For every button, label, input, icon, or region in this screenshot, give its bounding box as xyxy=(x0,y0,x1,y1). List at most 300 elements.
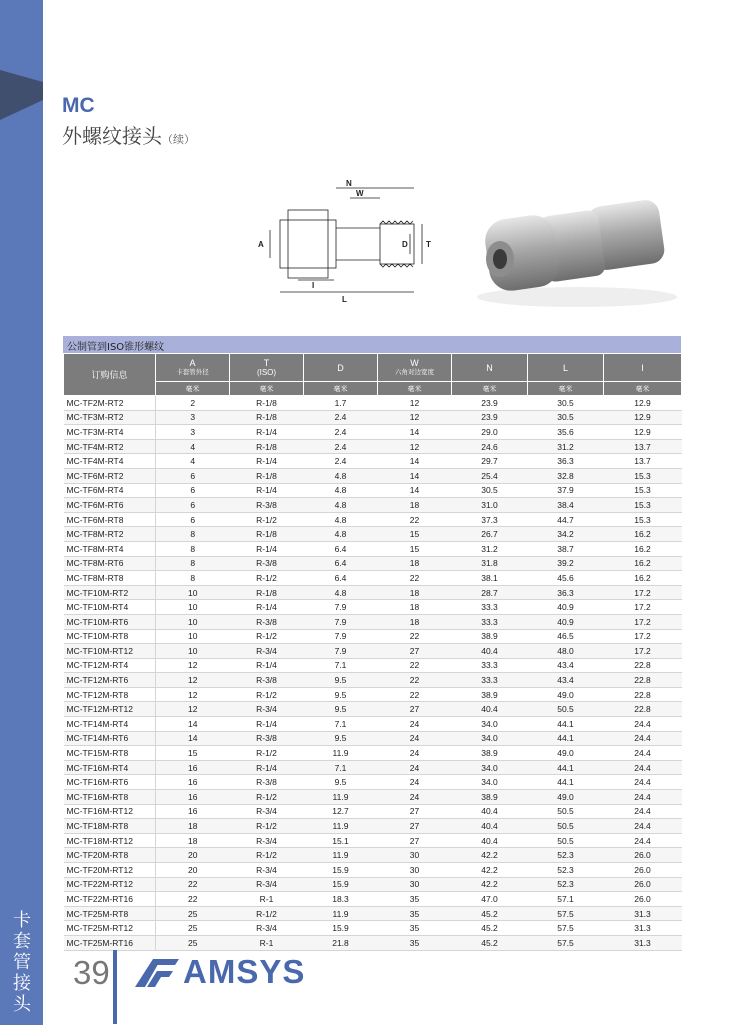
footer-divider xyxy=(113,950,117,1024)
table-row xyxy=(64,790,682,805)
header-d: D xyxy=(304,354,378,382)
table-cell: 18 xyxy=(378,498,452,513)
order-code-cell: MC-TF6M-RT6 xyxy=(64,498,156,513)
table-cell: 48.0 xyxy=(528,644,604,659)
label-l: L xyxy=(342,295,347,304)
table-cell: 44.1 xyxy=(528,760,604,775)
table-row xyxy=(64,468,682,483)
table-cell: 15.3 xyxy=(604,512,682,527)
table-cell: 46.5 xyxy=(528,629,604,644)
table-cell: 18 xyxy=(378,614,452,629)
table-cell: R-1/2 xyxy=(230,512,304,527)
table-row xyxy=(64,541,682,556)
table-cell: 38.4 xyxy=(528,498,604,513)
table-cell: 10 xyxy=(156,629,230,644)
table-cell: 11.9 xyxy=(304,819,378,834)
table-cell: 22.8 xyxy=(604,673,682,688)
table-cell: 16.2 xyxy=(604,527,682,542)
table-cell: 31.3 xyxy=(604,935,682,950)
table-cell: 2.4 xyxy=(304,454,378,469)
table-cell: 29.0 xyxy=(452,425,528,440)
table-cell: 11.9 xyxy=(304,746,378,761)
table-cell: 4.8 xyxy=(304,483,378,498)
label-t: T xyxy=(426,240,431,249)
table-cell: 17.2 xyxy=(604,629,682,644)
table-cell: 31.3 xyxy=(604,921,682,936)
header-w: W 六角对边宽度 xyxy=(378,354,452,382)
table-cell: 24.4 xyxy=(604,760,682,775)
table-cell: 50.5 xyxy=(528,833,604,848)
table-row xyxy=(64,673,682,688)
table-cell: 45.2 xyxy=(452,906,528,921)
table-cell: 44.1 xyxy=(528,731,604,746)
table-title: 公制管到ISO锥形螺纹 xyxy=(63,336,681,353)
table-cell: 16 xyxy=(156,804,230,819)
table-cell: 10 xyxy=(156,585,230,600)
table-cell: 17.2 xyxy=(604,585,682,600)
table-cell: R-1/2 xyxy=(230,848,304,863)
table-cell: R-1/8 xyxy=(230,527,304,542)
table-cell: 14 xyxy=(156,731,230,746)
table-cell: 31.3 xyxy=(604,906,682,921)
table-cell: 49.0 xyxy=(528,687,604,702)
table-cell: 25 xyxy=(156,921,230,936)
table-cell: 7.9 xyxy=(304,600,378,615)
table-cell: 7.1 xyxy=(304,717,378,732)
table-cell: 39.2 xyxy=(528,556,604,571)
header-a: A 卡套管外径 xyxy=(156,354,230,382)
table-cell: 4 xyxy=(156,439,230,454)
table-cell: 16.2 xyxy=(604,571,682,586)
side-char: 管 xyxy=(13,952,31,973)
table-cell: 34.0 xyxy=(452,731,528,746)
table-cell: R-1 xyxy=(230,935,304,950)
table-cell: 22 xyxy=(378,687,452,702)
table-cell: R-3/8 xyxy=(230,731,304,746)
table-row xyxy=(64,556,682,571)
order-code-cell: MC-TF15M-RT8 xyxy=(64,746,156,761)
table-cell: 16.2 xyxy=(604,541,682,556)
table-cell: 4 xyxy=(156,454,230,469)
table-cell: 3 xyxy=(156,410,230,425)
side-char: 卡 xyxy=(13,910,31,931)
table-cell: 2.4 xyxy=(304,425,378,440)
table-cell: 26.0 xyxy=(604,863,682,878)
table-cell: 12.9 xyxy=(604,425,682,440)
table-cell: 9.5 xyxy=(304,775,378,790)
page-number: 39 xyxy=(73,954,110,991)
order-code-cell: MC-TF22M-RT16 xyxy=(64,892,156,907)
table-cell: 10 xyxy=(156,600,230,615)
table-cell: 10 xyxy=(156,644,230,659)
order-code-cell: MC-TF18M-RT8 xyxy=(64,819,156,834)
table-cell: R-3/4 xyxy=(230,877,304,892)
table-row xyxy=(64,512,682,527)
product-name-text: 外螺纹接头 xyxy=(62,124,162,148)
table-cell: 40.9 xyxy=(528,614,604,629)
table-cell: 6 xyxy=(156,512,230,527)
table-cell: R-1/4 xyxy=(230,454,304,469)
table-cell: 12.9 xyxy=(604,410,682,425)
table-cell: 30.5 xyxy=(528,396,604,411)
table-cell: 7.9 xyxy=(304,629,378,644)
table-cell: 33.3 xyxy=(452,658,528,673)
table-cell: 50.5 xyxy=(528,819,604,834)
table-cell: 4.8 xyxy=(304,512,378,527)
table-cell: 47.0 xyxy=(452,892,528,907)
unit-cell: 毫米 xyxy=(604,382,682,396)
table-cell: R-1/8 xyxy=(230,585,304,600)
table-cell: R-3/4 xyxy=(230,804,304,819)
table-cell: 4.8 xyxy=(304,585,378,600)
table-row xyxy=(64,644,682,659)
order-code-cell: MC-TF16M-RT12 xyxy=(64,804,156,819)
table-cell: 12 xyxy=(156,687,230,702)
table-cell: 25.4 xyxy=(452,468,528,483)
table-row xyxy=(64,454,682,469)
table-row xyxy=(64,775,682,790)
table-cell: 44.7 xyxy=(528,512,604,527)
table-cell: 6 xyxy=(156,468,230,483)
table-cell: 37.9 xyxy=(528,483,604,498)
table-cell: 9.5 xyxy=(304,702,378,717)
table-cell: 12 xyxy=(156,673,230,688)
order-code-cell: MC-TF25M-RT16 xyxy=(64,935,156,950)
table-row xyxy=(64,892,682,907)
table-cell: 12 xyxy=(378,396,452,411)
table-cell: 43.4 xyxy=(528,673,604,688)
table-cell: R-1/4 xyxy=(230,658,304,673)
table-row xyxy=(64,396,682,411)
table-cell: 26.0 xyxy=(604,892,682,907)
order-code-cell: MC-TF4M-RT2 xyxy=(64,439,156,454)
table-cell: 24.4 xyxy=(604,790,682,805)
table-cell: 34.2 xyxy=(528,527,604,542)
header-n: N xyxy=(452,354,528,382)
table-row xyxy=(64,687,682,702)
order-code-cell: MC-TF25M-RT12 xyxy=(64,921,156,936)
table-cell: R-1/8 xyxy=(230,410,304,425)
table-cell: R-1/2 xyxy=(230,906,304,921)
label-n: N xyxy=(346,180,352,188)
table-row xyxy=(64,410,682,425)
table-cell: 35 xyxy=(378,935,452,950)
table-cell: R-1/4 xyxy=(230,600,304,615)
table-cell: 22 xyxy=(378,571,452,586)
table-body xyxy=(64,396,682,951)
order-code-cell: MC-TF14M-RT4 xyxy=(64,717,156,732)
table-cell: R-3/4 xyxy=(230,833,304,848)
table-row xyxy=(64,921,682,936)
unit-cell: 毫米 xyxy=(156,382,230,396)
order-code-cell: MC-TF10M-RT6 xyxy=(64,614,156,629)
table-cell: 36.3 xyxy=(528,454,604,469)
table-cell: 57.5 xyxy=(528,906,604,921)
table-cell: 15.3 xyxy=(604,483,682,498)
side-char: 套 xyxy=(13,931,31,952)
side-char: 头 xyxy=(13,994,31,1015)
table-cell: 15.1 xyxy=(304,833,378,848)
unit-cell: 毫米 xyxy=(378,382,452,396)
table-cell: 22.8 xyxy=(604,658,682,673)
order-code-cell: MC-TF6M-RT8 xyxy=(64,512,156,527)
table-cell: 22 xyxy=(378,658,452,673)
table-row xyxy=(64,717,682,732)
table-cell: 13.7 xyxy=(604,454,682,469)
table-cell: R-1/2 xyxy=(230,790,304,805)
table-row xyxy=(64,702,682,717)
table-cell: 52.3 xyxy=(528,863,604,878)
spec-table xyxy=(63,353,682,951)
table-cell: 29.7 xyxy=(452,454,528,469)
table-row xyxy=(64,658,682,673)
table-cell: 16 xyxy=(156,775,230,790)
table-cell: 57.5 xyxy=(528,935,604,950)
table-cell: 31.8 xyxy=(452,556,528,571)
table-cell: 9.5 xyxy=(304,673,378,688)
table-cell: 30.5 xyxy=(528,410,604,425)
table-cell: R-3/8 xyxy=(230,556,304,571)
product-name xyxy=(62,120,195,149)
table-cell: 12 xyxy=(378,410,452,425)
table-cell: 38.1 xyxy=(452,571,528,586)
table-cell: 4.8 xyxy=(304,468,378,483)
table-cell: 7.9 xyxy=(304,614,378,629)
table-cell: 35.6 xyxy=(528,425,604,440)
table-cell: R-1/8 xyxy=(230,439,304,454)
table-row xyxy=(64,498,682,513)
table-cell: 38.9 xyxy=(452,687,528,702)
order-code-cell: MC-TF10M-RT12 xyxy=(64,644,156,659)
table-cell: R-1/4 xyxy=(230,483,304,498)
order-code-cell: MC-TF10M-RT4 xyxy=(64,600,156,615)
order-code-cell: MC-TF2M-RT2 xyxy=(64,396,156,411)
header-l: L xyxy=(528,354,604,382)
table-cell: 6 xyxy=(156,483,230,498)
table-cell: 6.4 xyxy=(304,541,378,556)
order-code-cell: MC-TF8M-RT6 xyxy=(64,556,156,571)
amsys-logo-icon xyxy=(133,955,181,989)
table-cell: 10 xyxy=(156,614,230,629)
table-row xyxy=(64,848,682,863)
table-cell: 2 xyxy=(156,396,230,411)
order-code-cell: MC-TF16M-RT4 xyxy=(64,760,156,775)
table-cell: 28.7 xyxy=(452,585,528,600)
table-cell: 35 xyxy=(378,892,452,907)
table-cell: R-3/8 xyxy=(230,614,304,629)
table-cell: 24 xyxy=(378,775,452,790)
brand-name: AMSYS xyxy=(183,953,306,990)
table-cell: 6.4 xyxy=(304,556,378,571)
table-cell: 22 xyxy=(156,892,230,907)
order-code-cell: MC-TF6M-RT4 xyxy=(64,483,156,498)
table-cell: 40.4 xyxy=(452,644,528,659)
order-code-cell: MC-TF8M-RT4 xyxy=(64,541,156,556)
table-cell: 45.6 xyxy=(528,571,604,586)
table-cell: 27 xyxy=(378,819,452,834)
table-row xyxy=(64,614,682,629)
table-cell: 15.3 xyxy=(604,468,682,483)
table-cell: 15 xyxy=(378,541,452,556)
order-code-cell: MC-TF8M-RT8 xyxy=(64,571,156,586)
label-a: A xyxy=(258,240,264,249)
table-cell: 14 xyxy=(156,717,230,732)
table-cell: 37.3 xyxy=(452,512,528,527)
product-code: MC xyxy=(62,94,95,117)
table-cell: 7.9 xyxy=(304,644,378,659)
table-cell: 8 xyxy=(156,556,230,571)
table-cell: 11.9 xyxy=(304,790,378,805)
table-cell: 16 xyxy=(156,760,230,775)
side-tab-label xyxy=(10,910,34,1015)
table-cell: 8 xyxy=(156,541,230,556)
table-cell: 4.8 xyxy=(304,527,378,542)
table-cell: 38.9 xyxy=(452,629,528,644)
table-cell: R-1/2 xyxy=(230,746,304,761)
table-cell: 24 xyxy=(378,746,452,761)
table-row xyxy=(64,804,682,819)
table-cell: 17.2 xyxy=(604,644,682,659)
table-cell: 23.9 xyxy=(452,410,528,425)
label-w: W xyxy=(356,189,364,198)
table-cell: 7.1 xyxy=(304,760,378,775)
table-cell: 15 xyxy=(378,527,452,542)
table-cell: 42.2 xyxy=(452,877,528,892)
table-cell: 43.4 xyxy=(528,658,604,673)
table-cell: 45.2 xyxy=(452,921,528,936)
table-cell: 24.4 xyxy=(604,731,682,746)
table-cell: 49.0 xyxy=(528,790,604,805)
table-cell: R-3/4 xyxy=(230,702,304,717)
label-i: I xyxy=(312,281,315,290)
header-i: I xyxy=(604,354,682,382)
table-cell: 38.7 xyxy=(528,541,604,556)
table-cell: 14 xyxy=(378,454,452,469)
table-cell: 35 xyxy=(378,906,452,921)
table-cell: 40.4 xyxy=(452,702,528,717)
table-cell: R-3/4 xyxy=(230,863,304,878)
table-cell: R-1/8 xyxy=(230,396,304,411)
table-cell: 22.8 xyxy=(604,702,682,717)
header-t: T (ISO) xyxy=(230,354,304,382)
table-cell: 15 xyxy=(156,746,230,761)
table-cell: 31.0 xyxy=(452,498,528,513)
table-cell: R-1/4 xyxy=(230,541,304,556)
table-cell: 18 xyxy=(378,556,452,571)
table-row xyxy=(64,629,682,644)
table-cell: 27 xyxy=(378,804,452,819)
table-cell: 9.5 xyxy=(304,731,378,746)
table-cell: 14 xyxy=(378,468,452,483)
order-code-cell: MC-TF4M-RT4 xyxy=(64,454,156,469)
table-cell: 42.2 xyxy=(452,863,528,878)
table-row xyxy=(64,483,682,498)
order-code-cell: MC-TF6M-RT2 xyxy=(64,468,156,483)
order-code-cell: MC-TF3M-RT2 xyxy=(64,410,156,425)
table-cell: 22.8 xyxy=(604,687,682,702)
table-cell: R-3/8 xyxy=(230,498,304,513)
table-cell: 40.4 xyxy=(452,833,528,848)
table-cell: 24.4 xyxy=(604,746,682,761)
table-row xyxy=(64,585,682,600)
table-cell: 18 xyxy=(378,585,452,600)
table-cell: R-1/8 xyxy=(230,468,304,483)
table-cell: 27 xyxy=(378,833,452,848)
table-cell: 4.8 xyxy=(304,498,378,513)
table-cell: 31.2 xyxy=(528,439,604,454)
table-cell: 17.2 xyxy=(604,614,682,629)
table-cell: 24.4 xyxy=(604,819,682,834)
order-code-cell: MC-TF10M-RT2 xyxy=(64,585,156,600)
table-cell: 12.9 xyxy=(604,396,682,411)
technical-drawing xyxy=(250,180,440,305)
table-cell: 33.3 xyxy=(452,614,528,629)
table-cell: 12 xyxy=(378,439,452,454)
table-row xyxy=(64,760,682,775)
table-cell: 14 xyxy=(378,425,452,440)
table-cell: 12 xyxy=(156,702,230,717)
order-code-cell: MC-TF16M-RT6 xyxy=(64,775,156,790)
table-cell: 13.7 xyxy=(604,439,682,454)
table-cell: 6.4 xyxy=(304,571,378,586)
table-cell: 11.9 xyxy=(304,848,378,863)
table-cell: 25 xyxy=(156,906,230,921)
table-cell: 40.4 xyxy=(452,804,528,819)
table-row xyxy=(64,439,682,454)
table-cell: R-1/2 xyxy=(230,819,304,834)
table-cell: 24 xyxy=(378,790,452,805)
table-cell: 27 xyxy=(378,644,452,659)
table-cell: 8 xyxy=(156,571,230,586)
table-cell: 36.3 xyxy=(528,585,604,600)
table-cell: 12 xyxy=(156,658,230,673)
table-cell: 24 xyxy=(378,731,452,746)
unit-cell: 毫米 xyxy=(528,382,604,396)
table-cell: 33.3 xyxy=(452,673,528,688)
table-cell: 22 xyxy=(378,673,452,688)
table-row xyxy=(64,906,682,921)
table-cell: 34.0 xyxy=(452,775,528,790)
table-cell: R-3/4 xyxy=(230,644,304,659)
table-cell: 23.9 xyxy=(452,396,528,411)
table-cell: 52.3 xyxy=(528,848,604,863)
table-cell: 20 xyxy=(156,863,230,878)
table-cell: 24.6 xyxy=(452,439,528,454)
table-cell: 24.4 xyxy=(604,804,682,819)
table-cell: 30.5 xyxy=(452,483,528,498)
table-cell: 15.9 xyxy=(304,877,378,892)
table-cell: 3 xyxy=(156,425,230,440)
order-code-cell: MC-TF12M-RT6 xyxy=(64,673,156,688)
table-cell: 31.2 xyxy=(452,541,528,556)
order-code-cell: MC-TF12M-RT4 xyxy=(64,658,156,673)
table-cell: 30 xyxy=(378,877,452,892)
table-cell: 57.5 xyxy=(528,921,604,936)
table-cell: 18 xyxy=(156,819,230,834)
table-cell: 26.0 xyxy=(604,877,682,892)
fitting-photo xyxy=(462,185,690,310)
table-cell: R-3/8 xyxy=(230,775,304,790)
table-cell: 1.7 xyxy=(304,396,378,411)
order-code-cell: MC-TF22M-RT12 xyxy=(64,877,156,892)
table-cell: R-1/4 xyxy=(230,717,304,732)
table-cell: 18 xyxy=(378,600,452,615)
table-row xyxy=(64,863,682,878)
corner-ribbon xyxy=(0,70,43,120)
table-cell: 22 xyxy=(378,512,452,527)
table-cell: R-1/2 xyxy=(230,687,304,702)
table-cell: 15.9 xyxy=(304,863,378,878)
